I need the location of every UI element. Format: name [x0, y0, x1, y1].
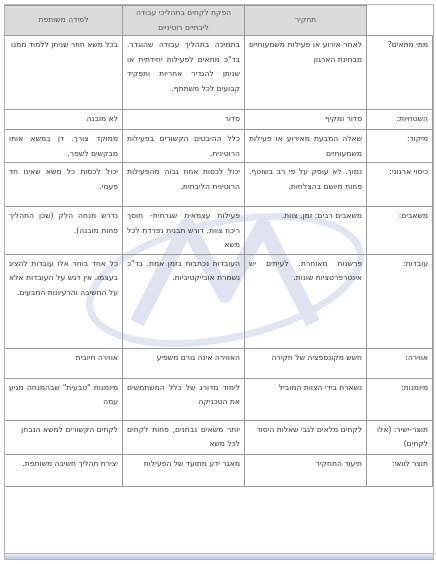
table-row [5, 454, 433, 486]
table-cell: בתמיכה בתהליך עבודה שהוגדר. בד"כ מתאים לפעילות יחידתית או שניתן להגדיר אחריות ותפקיד קבועים לכל משתתף. [123, 36, 245, 110]
table-row [5, 207, 433, 255]
table-cell: אווירה חיובית [5, 348, 123, 378]
table-cell: לאחר אירוע או פעילות משמעותיים מבחינת הארגון [245, 36, 367, 110]
table-cell: לקחים הקשורים למשא הנבחן [5, 420, 123, 454]
table-cell: לימוד מדורג של כלל המשתמשים את הטכניקה [123, 378, 245, 420]
row-label: מתי מתאים? [367, 36, 433, 110]
table-cell: נדרש מנחה הלק (שכן התהליך פחות מובנה). [5, 207, 123, 255]
table-cell: פרשנות מאוחרת. לעיתים יש אינטרפרטציות שונות. [245, 254, 367, 348]
table-cell: סדור ומקיף [245, 110, 367, 130]
table-row [5, 420, 433, 454]
table-cell: נשארת בידי הצוות המוביל [245, 378, 367, 420]
table-row [5, 254, 433, 348]
page-bottom-edge [5, 553, 433, 559]
table-row [5, 36, 433, 110]
comparison-table [4, 5, 433, 487]
table-header-row [5, 6, 433, 36]
table-cell: יותר משאים נבחנים, פחות לקחים לכל משא [123, 420, 245, 454]
table-cell: לקחים מלאים לגבי שאלות היסוד [245, 420, 367, 454]
row-label: מיקוד: [367, 130, 433, 163]
row-label: כיסוי ארגוני: [367, 163, 433, 207]
header-debrief: תחקיר [245, 6, 367, 36]
header-routine-lessons: הפקת לקחים בתהליכי עבודה ליבתיים רוטיניים [123, 6, 245, 36]
table-cell: האווירה אינה גורם משפיע [123, 348, 245, 378]
table-cell: מאגר ידע מתועד של הפעילות [123, 454, 245, 486]
table-row [5, 348, 433, 378]
table-cell: העובדות נכתבות בזמן אמת. בד"כ נשמרת אובייקטיביות. [123, 254, 245, 348]
table-cell: מיומנות "טבעית" שבהמנחה מגיע עמה [5, 378, 123, 420]
table-row [5, 378, 433, 420]
table-cell: יכול לכסות אחוז גבוה מהפעילות הרוטינית הליבתית. [123, 163, 245, 207]
row-label: מיומנות: [367, 378, 433, 420]
table-cell: סדור [123, 110, 245, 130]
row-label: עובדות: [367, 254, 433, 348]
table-cell: תיעוד התחקיר [245, 454, 367, 486]
table-cell: לא מובנה [5, 110, 123, 130]
table-body [5, 36, 433, 487]
document-page [4, 4, 434, 560]
table-cell: יכול לכסות כל משא שאינו חד פעמי. [5, 163, 123, 207]
table-cell: כל אחד בוחר אלו עובדות להציג בעצמו. אין דגש על העובדות אלא על החשיבה והרעיונות המבעים. [5, 254, 123, 348]
table-cell: נמוך. לא עוסק על פי רב בשוטף. פחות מיושם בהצלחות. [245, 163, 367, 207]
table-cell: יצירת תהליך חשיבה משותפת. [5, 454, 123, 486]
header-shared-learning: למידה משותפת [5, 6, 123, 36]
table-cell: כלל ההיבטים הקשורים בפעילות הרוטינית. [123, 130, 245, 163]
row-label: אווירה: [367, 348, 433, 378]
table-cell: ממוקד צורך. דן במשא אותו מבקשים לשפר. [5, 130, 123, 163]
table-row [5, 110, 433, 130]
row-label: תוצר-ישיר: (אלו לקחים) [367, 420, 433, 454]
row-label: משאבים: [367, 207, 433, 255]
row-label: השטחיות: [367, 110, 433, 130]
table-cell: חשש מקונספציה של חקירה [245, 348, 367, 378]
table-cell: משאבים רבים: זמן, צוות. [245, 207, 367, 255]
table-cell: פעילות עצמאית שגרתית- חוסך ריכוז צוות. דורש תבנית נפרדת לכל משא [123, 207, 245, 255]
table-cell: שאלה המבעת מאירוע או פעילות משמעותיים [245, 130, 367, 163]
table-row [5, 130, 433, 163]
row-label: תוצר לוואי: [367, 454, 433, 486]
table-row [5, 163, 433, 207]
table-cell: בכל משא חוזר שניתן ללמוד ממנו [5, 36, 123, 110]
header-corner [367, 6, 433, 36]
